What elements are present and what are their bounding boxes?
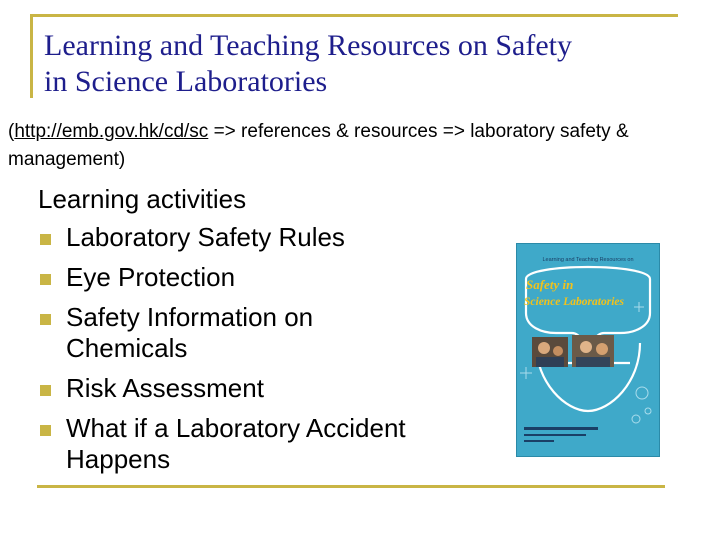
slide-title-line-1: Learning and Teaching Resources on Safety <box>44 29 573 62</box>
list-item <box>38 413 418 475</box>
activities-list <box>38 222 418 484</box>
cover-publisher-line <box>524 434 586 436</box>
cover-small-heading: Learning and Teaching Resources on <box>542 257 634 263</box>
frame-bottom-line <box>37 485 665 488</box>
list-item-label: Risk Assessment <box>66 373 264 403</box>
list-heading: Learning activities <box>38 184 247 214</box>
cover-publisher-line <box>524 440 554 442</box>
list-item <box>38 262 418 293</box>
frame-left-line <box>30 14 33 98</box>
square-bullet-icon <box>40 314 51 325</box>
reference-open-paren: ( <box>8 121 15 142</box>
list-item <box>38 222 418 253</box>
reference-link[interactable]: http://emb.gov.hk/cd/sc <box>14 121 209 142</box>
cover-title-line-2: Science Laboratories <box>524 296 624 308</box>
list-item-label: What if a Laboratory Accident Happens <box>66 413 406 474</box>
square-bullet-icon <box>40 385 51 396</box>
list-item <box>38 302 418 364</box>
list-item-label: Laboratory Safety Rules <box>66 222 345 252</box>
square-bullet-icon <box>40 425 51 436</box>
square-bullet-icon <box>40 274 51 285</box>
reference-path: => references & resources => laboratory safety & management) <box>8 121 629 170</box>
list-item-label: Safety Information on Chemicals <box>66 302 314 363</box>
reference-text <box>8 118 718 174</box>
cover-photo-right <box>572 335 614 367</box>
square-bullet-icon <box>40 234 51 245</box>
list-item-label: Eye Protection <box>66 262 236 292</box>
book-cover-image <box>516 243 660 457</box>
slide-title-line-2: in Science Laboratories <box>44 65 328 98</box>
cover-photo-left <box>532 337 568 367</box>
frame-top-line <box>30 14 678 17</box>
cover-publisher-line <box>524 427 598 430</box>
list-item <box>38 373 418 404</box>
cover-title-line-1: Safety in <box>526 277 574 292</box>
slide-title <box>44 28 684 100</box>
